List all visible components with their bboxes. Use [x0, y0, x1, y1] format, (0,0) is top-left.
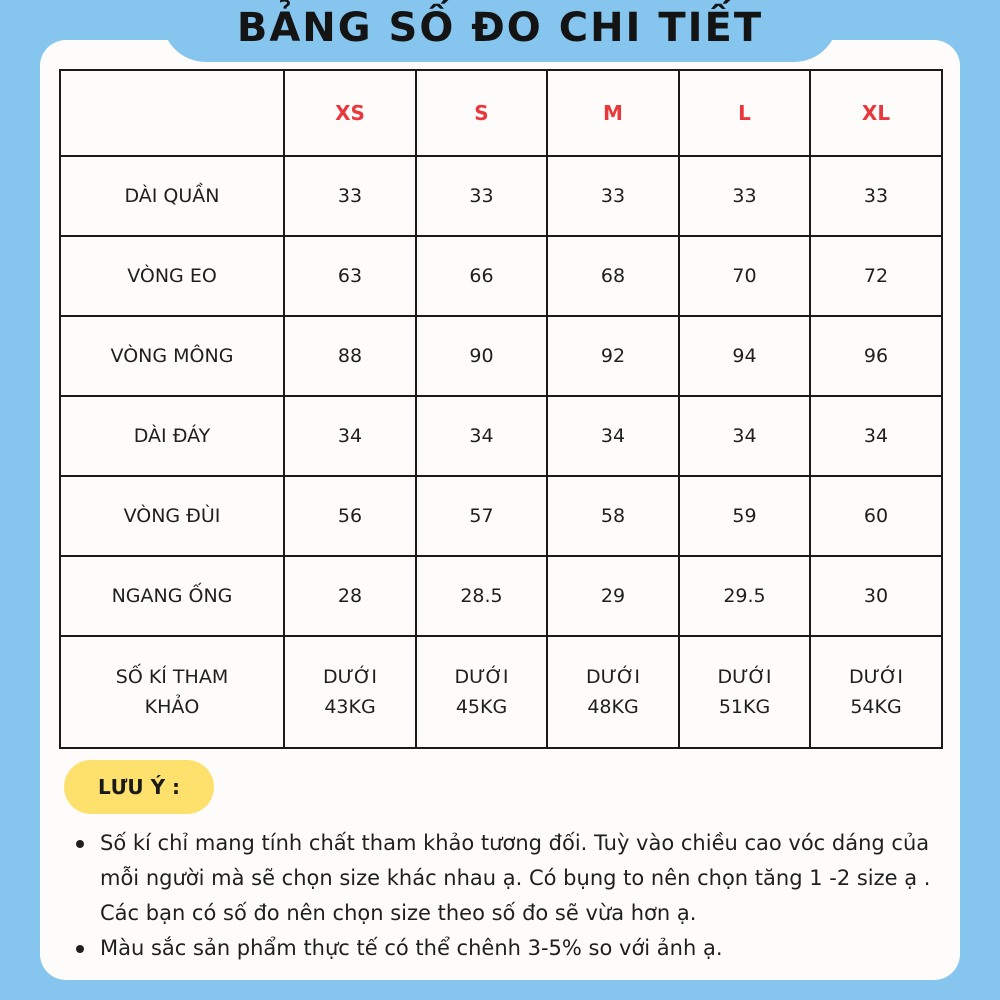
- table-header-row: [60, 70, 942, 156]
- table-cell: [284, 636, 416, 748]
- row-label: VÒNG EO: [60, 236, 284, 316]
- table-cell: 63: [284, 236, 416, 316]
- weight-value: 48KG: [587, 696, 639, 718]
- table-cell: 72: [810, 236, 942, 316]
- table-cell: 96: [810, 316, 942, 396]
- table-cell: [416, 636, 547, 748]
- size-header-l: L: [679, 70, 810, 156]
- note-list: [76, 826, 956, 966]
- row-label: DÀI QUẦN: [60, 156, 284, 236]
- empty-corner-cell: [60, 70, 284, 156]
- table-cell: 33: [416, 156, 547, 236]
- table-cell: [679, 636, 810, 748]
- table-cell: 94: [679, 316, 810, 396]
- table-row: [60, 316, 942, 396]
- table-cell: 33: [810, 156, 942, 236]
- table-cell: 34: [416, 396, 547, 476]
- table-cell: 28.5: [416, 556, 547, 636]
- weight-value: 43KG: [324, 696, 376, 718]
- page-title: BẢNG SỐ ĐO CHI TIẾT: [236, 5, 764, 51]
- list-item: [76, 931, 956, 966]
- table-cell: 60: [810, 476, 942, 556]
- table-cell: 34: [810, 396, 942, 476]
- table-cell: 29: [547, 556, 679, 636]
- table-cell: 34: [284, 396, 416, 476]
- weight-value: 45KG: [455, 696, 508, 718]
- table-cell: 34: [679, 396, 810, 476]
- size-header-s: S: [416, 70, 547, 156]
- table-cell: 92: [547, 316, 679, 396]
- table-row: [60, 396, 942, 476]
- row-label: VÒNG MÔNG: [60, 316, 284, 396]
- weight-prefix: DƯỚI: [454, 665, 509, 688]
- table-row: [60, 476, 942, 556]
- note-badge: LƯU Ý :: [64, 760, 214, 814]
- table-cell: 58: [547, 476, 679, 556]
- bullet-icon: [76, 840, 84, 848]
- title-banner: [162, 0, 838, 62]
- weight-row: [60, 636, 942, 748]
- table-cell: 30: [810, 556, 942, 636]
- table-cell: 90: [416, 316, 547, 396]
- table-cell: 29.5: [679, 556, 810, 636]
- table-cell: 59: [679, 476, 810, 556]
- table-cell: 56: [284, 476, 416, 556]
- weight-label-line1: SỐ KÍ THAM: [115, 665, 229, 688]
- table-cell: 70: [679, 236, 810, 316]
- row-label: DÀI ĐÁY: [60, 396, 284, 476]
- table-row: [60, 236, 942, 316]
- table-cell: [547, 636, 679, 748]
- table-cell: 66: [416, 236, 547, 316]
- weight-prefix: DƯỚI: [717, 665, 772, 688]
- table-row: [60, 556, 942, 636]
- size-table: [59, 69, 943, 749]
- table-cell: 33: [547, 156, 679, 236]
- table-cell: 33: [284, 156, 416, 236]
- weight-prefix: DƯỚI: [586, 665, 640, 688]
- table-cell: [810, 636, 942, 748]
- table-row: [60, 156, 942, 236]
- weight-label-line2: KHẢO: [144, 696, 200, 718]
- row-label: [60, 636, 284, 748]
- row-label: VÒNG ĐÙI: [60, 476, 284, 556]
- table-cell: 68: [547, 236, 679, 316]
- row-label: NGANG ỐNG: [60, 556, 284, 636]
- note-text: Số kí chỉ mang tính chất tham khảo tương đối. Tuỳ vào chiều cao vóc dáng của mỗi người mà sẽ chọn size khác nhau ạ. Có bụng to nên chọn tăng 1 -2 size ạ . Các bạn có số đo nên chọn size theo số đo sẽ vừa hơn ạ.: [100, 831, 931, 925]
- weight-value: 54KG: [850, 696, 902, 718]
- table-cell: 28: [284, 556, 416, 636]
- size-header-xs: XS: [284, 70, 416, 156]
- weight-value: 51KG: [718, 696, 771, 718]
- table-cell: 88: [284, 316, 416, 396]
- list-item: [76, 826, 956, 931]
- table-cell: 33: [679, 156, 810, 236]
- table-cell: 34: [547, 396, 679, 476]
- weight-prefix: DƯỚI: [323, 665, 377, 688]
- table-cell: 57: [416, 476, 547, 556]
- size-header-m: M: [547, 70, 679, 156]
- bullet-icon: [76, 945, 84, 953]
- size-header-xl: XL: [810, 70, 942, 156]
- note-text: Màu sắc sản phẩm thực tế có thể chênh 3-5% so với ảnh ạ.: [100, 936, 723, 960]
- weight-prefix: DƯỚI: [849, 665, 903, 688]
